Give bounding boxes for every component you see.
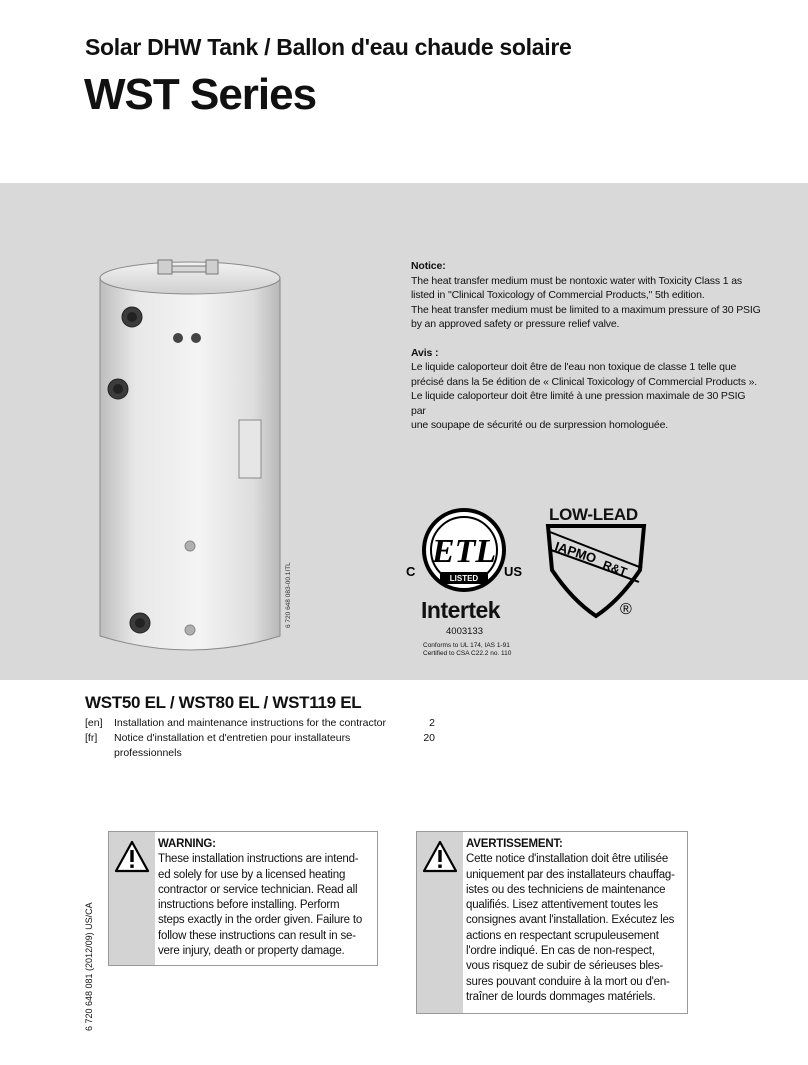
notice-block (411, 259, 761, 433)
model-list: WST50 EL / WST80 EL / WST119 EL (85, 693, 362, 712)
notice-en-line: by an approved safety or pressure relief valve. (411, 318, 620, 330)
iapmo-word: IAPMO (553, 538, 599, 567)
notice-fr-line: Le liquide caloporteur doit être de l'eau non toxique de classe 1 telle que (411, 361, 737, 373)
low-lead-label: LOW-LEAD (549, 505, 638, 524)
warning-heading: WARNING: (158, 838, 216, 850)
warning-line: vous risquez de subir de sérieuses bles- (466, 960, 664, 973)
toc-row[interactable] (85, 716, 435, 731)
toc-title: Installation and maintenance instructions for the contractor (114, 717, 386, 729)
conform-line: Certified to CSA C22.2 no. 110 (423, 650, 512, 657)
warning-line: uniquement par des installateurs chauffag- (466, 868, 675, 881)
etl-listed-text: LISTED (449, 574, 479, 583)
toc-page-number: 20 (423, 732, 435, 744)
warning-line: traîner de lourds dommages matériels. (466, 990, 656, 1003)
toc-title: Notice d'installation et d'entretien pour installateurs professionnels (114, 732, 351, 759)
certification-number: 4003133 (446, 626, 483, 637)
warning-text-fr (466, 837, 681, 1005)
toc-page-number: 2 (429, 717, 435, 729)
warning-line: Cette notice d'installation doit être utilisée (466, 853, 669, 866)
warning-text-en (158, 837, 371, 959)
intertek-logo-text: Intertek (421, 597, 501, 623)
warning-line: ed solely for use by a licensed heating (158, 868, 346, 881)
image-reference-code: 6 720 648 083-00.1ITL (285, 562, 292, 628)
warning-line: actions en respectant scrupuleusement (466, 929, 659, 942)
document-reference-code: 6 720 648 081 (2012/09) US/CA (84, 902, 94, 1031)
warning-line: contractor or service technician. Read all (158, 883, 358, 896)
notice-fr-line: précisé dans la 5e édition de « Clinical Toxicology of Commercial Products ». (411, 375, 758, 388)
notice-en-line: The heat transfer medium must be limited to a maximum pressure of 30 PSIG (411, 303, 761, 316)
warning-sidebar (109, 832, 155, 965)
etl-c-text: C (406, 564, 416, 579)
toc-language: [fr] (85, 732, 98, 744)
warning-line: sures pouvant conduire à la mort ou d'en- (466, 975, 670, 988)
water-tank-illustration (0, 0, 400, 680)
notice-en-line: listed in "Clinical Toxicology of Commercial Products," 5th edition. (411, 289, 705, 301)
warning-triangle-icon (114, 840, 150, 874)
etl-mark-text: ETL (431, 533, 497, 570)
table-of-contents (85, 716, 435, 761)
warning-triangle-icon (422, 840, 458, 874)
toc-language: [en] (85, 717, 103, 729)
notice-fr-line: une soupape de sécurité ou de surpression homologuée. (411, 419, 669, 431)
document-subtitle: Solar DHW Tank / Ballon d'eau chaude solaire (85, 34, 572, 60)
notice-fr-line: Le liquide caloporteur doit être limité à une pression maximale de 30 PSIG par (411, 390, 746, 417)
registered-mark: ® (620, 601, 632, 618)
warning-box-fr (416, 831, 688, 1014)
warning-line: These installation instructions are intend- (158, 853, 359, 866)
toc-row[interactable] (85, 731, 435, 761)
warning-sidebar (417, 832, 463, 1013)
warning-line: istes ou des techniciens de maintenance (466, 883, 666, 896)
warning-line: vere injury, death or property damage. (158, 945, 345, 958)
iapmo-shield-icon (540, 520, 650, 620)
conform-line: Conforms to UL 174, IAS 1-91 (423, 642, 510, 649)
warning-line: l'ordre indiqué. En cas de non-respect, (466, 945, 655, 958)
warning-line: instructions before installing. Perform (158, 899, 340, 912)
etl-listed-mark (400, 500, 540, 600)
warning-box-en (108, 831, 378, 966)
notice-en-line: The heat transfer medium must be nontoxic water with Toxicity Class 1 as (411, 274, 742, 287)
etl-us-text: US (504, 564, 523, 579)
warning-line: consignes avant l'installation. Exécutez les (466, 914, 675, 927)
warning-line: steps exactly in the order given. Failure to (158, 914, 363, 927)
notice-en-heading: Notice: (411, 260, 446, 272)
warning-line: qualifiés. Lisez attentivement toutes les (466, 899, 658, 912)
iapmo-rt: R&T (600, 557, 629, 580)
document-title: WST Series (84, 70, 317, 119)
conformity-statement (423, 642, 511, 658)
warning-heading: AVERTISSEMENT: (466, 838, 563, 850)
warning-line: follow these instructions can result in se- (158, 929, 356, 942)
notice-fr-heading: Avis : (411, 346, 439, 359)
